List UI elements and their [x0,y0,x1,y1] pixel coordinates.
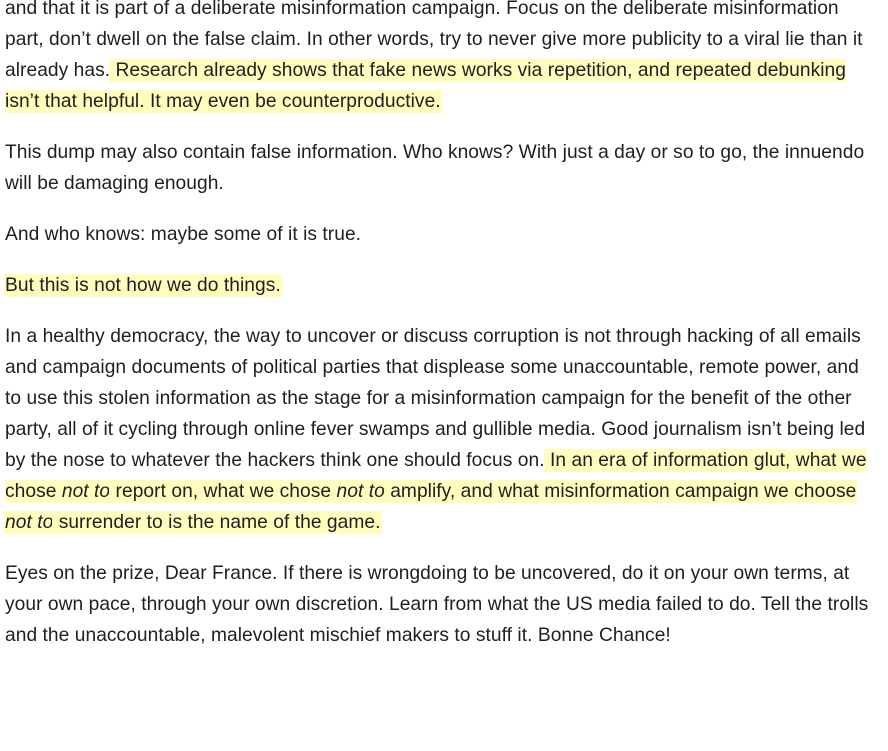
paragraph-misinformation-advice [5,0,877,117]
paragraph-text: and that it is part of a deliberate misinformation campaign. Focus on the deliberate misinformation part, don’t dwell on the false claim. In other words, try to never give more publicity to a viral lie than it already has. [5,0,863,81]
highlighted-text: In an era of information glut, what we chose [5,450,867,502]
paragraph-text: Eyes on the prize, Dear France. If there is wrongdoing to be uncovered, do it on your own terms, at your own pace, through your own discretion. Learn from what the US media failed to do. Tell the trolls and the unaccountable, malevolent mischief makers to stuff it. Bonne Chance! [5,563,869,646]
highlighted-text: Research already shows that fake news works via repetition, and repeated debunking isn’t that helpful. It may even be counterproductive. [5,60,846,112]
highlighted-text: report on, what we chose [110,481,337,502]
paragraph-text: And who knows: maybe some of it is true. [5,224,362,245]
emphasis-text: not to [336,481,385,502]
highlighted-text: amplify, and what misinformation campaign we choose [384,481,857,502]
paragraph-eyes-on-the-prize [5,558,877,651]
emphasis-text: not to [61,481,111,502]
highlighted-text: But this is not how we do things. [5,275,281,296]
paragraph-maybe-true [5,219,877,250]
paragraph-not-how-we-do-things [5,270,877,301]
paragraph-text: In a healthy democracy, the way to uncover or discuss corruption is not through hacking of all emails and campaign documents of political parties that displease some unaccountable, remote power, and to use this stolen information as the stage for a misinformation campaign for the benefit of the other party, all of it cycling through online fever swamps and gullible media. Good journalism isn’t being led by the nose to whatever the hackers think one should focus on. [5,326,866,471]
highlighted-text: surrender to is the name of the game. [53,512,381,533]
paragraph-dump-false-info [5,137,877,199]
paragraph-text: This dump may also contain false information. Who knows? With just a day or so to go, the innuendo will be damaging enough. [5,142,865,194]
paragraph-healthy-democracy [5,321,877,538]
emphasis-text: not to [5,512,54,533]
